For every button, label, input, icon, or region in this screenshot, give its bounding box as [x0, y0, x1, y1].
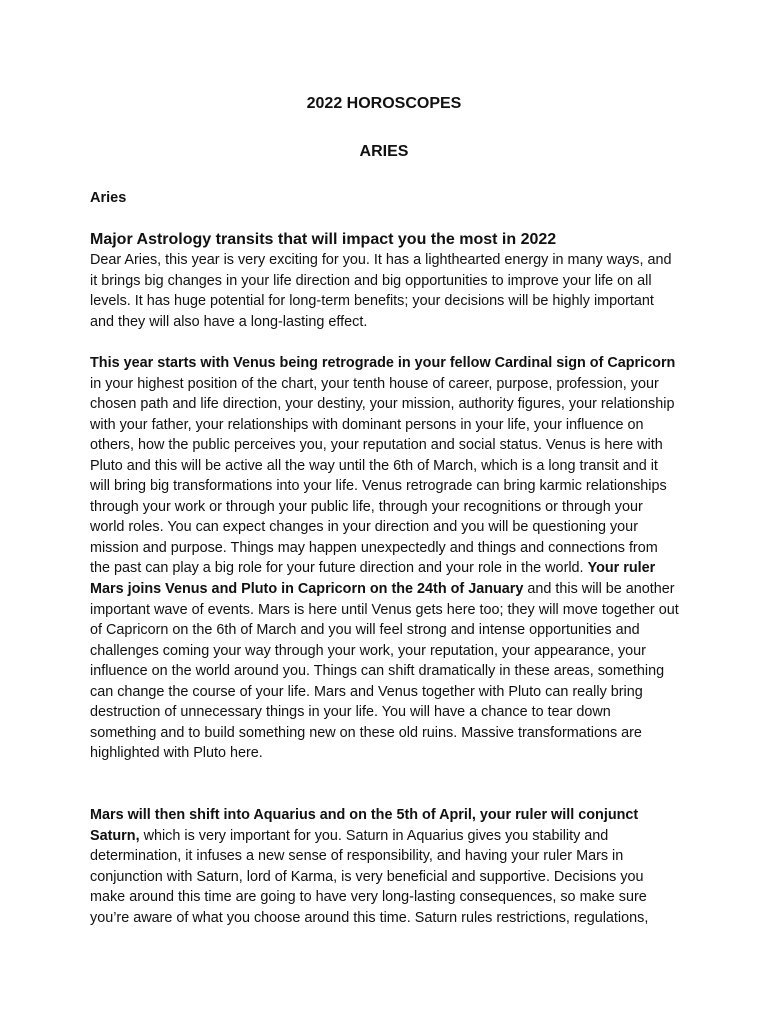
document-title: 2022 HOROSCOPES [306, 95, 462, 112]
bold-text: Your ruler Mars joins Venus and Pluto in Capricorn on the 24th of January [90, 560, 656, 598]
section-subheading: Major Astrology transits that will impact you the most in 2022 [90, 231, 557, 248]
paragraph-venus-retrograde [90, 353, 680, 764]
bold-text: This year starts with Venus being retrograde in your fellow Cardinal sign of Capricorn [90, 355, 676, 371]
body-text: and this will be another important wave of events. Mars is here until Venus gets here too; they will move together out of Capricorn on the 6th of March and you will feel strong and intense opportunities and challenges coming your way through your work, your reputation, your appearance, your influence on the world around you. Things can shift dramatically in these areas, something can change the course of your life. Mars and Venus together with Pluto can really bring destruction of unnecessary things in your life. You will have a chance to tear down something and to build something new on these old ruins. Massive transformations are highlighted with Pluto here. [90, 581, 679, 762]
paragraph-intro: Dear Aries, this year is very exciting for you. It has a lighthearted energy in many ways, and it brings big changes in your life direction and big opportunities to improve your life on all levels. It has huge potential for long-term benefits; your decisions will be highly important and they will also have a long-lasting effect. [90, 252, 672, 330]
bold-text: Mars will then shift into Aquarius and on the 5th of April, your ruler will conjunct Saturn, [90, 807, 639, 844]
section-label: Aries [90, 190, 127, 206]
sign-heading: ARIES [359, 143, 409, 160]
body-text: which is very important for you. Saturn in Aquarius gives you stability and determination, it infuses a new sense of responsibility, and having your ruler Mars in conjunction with Saturn, lord of Karma, is very beneficial and supportive. Decisions you make around this time are going to have very long-lasting consequences, so make sure you’re aware of what you choose around this time. Saturn rules restrictions, regulations, [90, 827, 649, 926]
paragraph-mars-saturn [90, 805, 680, 928]
body-text: in your highest position of the chart, your tenth house of career, purpose, profession, your chosen path and life direction, your destiny, your mission, authority figures, your relationship with your father, your relationships with dominant persons in your life, your influence on others, how the public perceives you, your reputation and social status. Venus is here with Pluto and this will be active all the way until the 6th of March, which is a long transit and it will bring big transformations into your life. Venus retrograde can bring karmic relationships through your work or through your public life, through your recognitions or through your world roles. You can expect changes in your direction and you will be questioning your mission and purpose. Things may happen unexpectedly and things and connections from the past can play a big role for your future direction and your role in the world. [90, 375, 675, 577]
